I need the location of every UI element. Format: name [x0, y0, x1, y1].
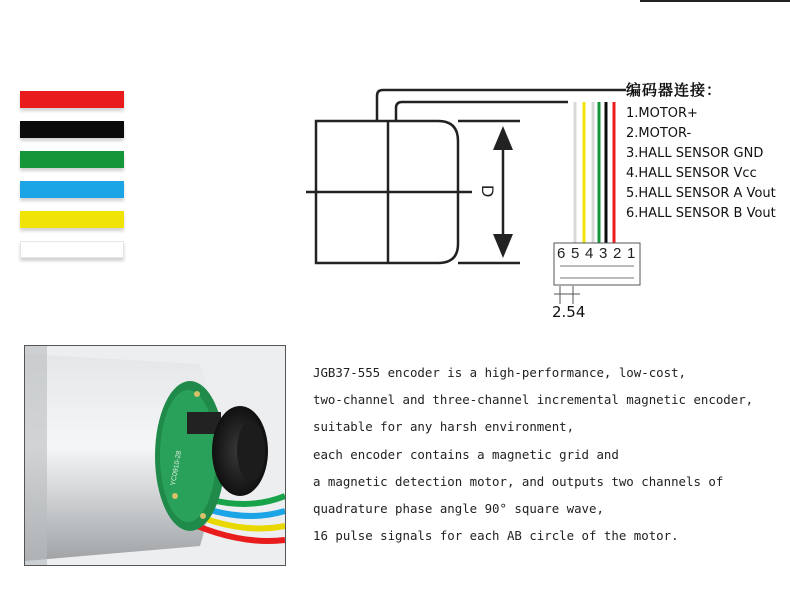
description-line-4: each encoder contains a magnetic grid and [313, 446, 619, 462]
encoder-description [313, 365, 783, 555]
cable-outline-outer [377, 90, 626, 121]
pin-label-3: 3.HALL SENSOR GND [626, 146, 764, 161]
pin-label-6: 6.HALL SENSOR B Vout [626, 206, 776, 221]
connector-number-2: 2 [613, 245, 622, 262]
board-text: YC0910-28 [170, 450, 184, 487]
description-line-3: suitable for any harsh environment, [313, 419, 575, 435]
pitch-dimension [554, 286, 580, 304]
description-line-7: 16 pulse signals for each AB circle of the motor. [313, 528, 679, 544]
pitch-label: 2.54 [552, 303, 586, 321]
description-line-6: quadrature phase angle 90° square wave, [313, 500, 604, 516]
cable-outline-inner [396, 102, 568, 121]
encoder-motor-photo [24, 345, 286, 566]
description-line-5: a magnetic detection motor, and outputs two channels of [313, 473, 724, 489]
dimension-arrow-head-top [493, 126, 513, 150]
description-line-1: JGB37-555 encoder is a high-performance, low-cost, [313, 365, 686, 380]
pin-label-4: 4.HALL SENSOR Vcc [626, 166, 757, 181]
pin-label-2: 2.MOTOR- [626, 126, 692, 141]
connector-number-6: 6 [557, 245, 566, 262]
connector-number-1: 1 [627, 245, 636, 262]
description-line-2: two-channel and three-channel incremental magnetic encoder, [313, 392, 754, 408]
dimension-arrow-head-bottom [493, 234, 513, 258]
dimension-label: D [478, 185, 497, 198]
encoder-connection-title: 编码器连接： [626, 81, 723, 99]
motor-illustration [25, 346, 285, 565]
connector-number-4: 4 [585, 245, 594, 262]
connector-number-3: 3 [599, 245, 608, 262]
pin-label-5: 5.HALL SENSOR A Vout [626, 186, 776, 201]
pin-label-1: 1.MOTOR+ [626, 106, 698, 121]
connector-number-5: 5 [571, 245, 580, 262]
